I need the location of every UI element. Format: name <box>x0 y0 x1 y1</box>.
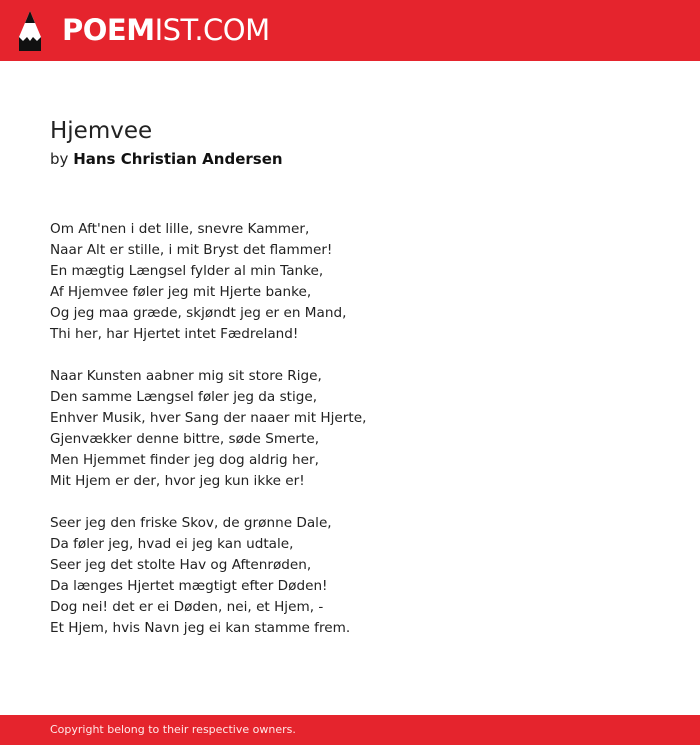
poem-line: Seer jeg det stolte Hav og Aftenrøden, <box>50 557 312 573</box>
poem-line: Da føler jeg, hvad ei jeg kan udtale, <box>50 536 294 552</box>
poem-line: Da længes Hjertet mægtigt efter Døden! <box>50 578 328 594</box>
poem-line: Thi her, har Hjertet intet Fædreland! <box>50 326 299 342</box>
byline <box>50 148 283 170</box>
poem-line: Om Aft'nen i det lille, snevre Kammer, <box>50 221 310 237</box>
poem-line: Et Hjem, hvis Navn jeg ei kan stamme frem. <box>50 620 351 636</box>
pencil-tip-icon[interactable] <box>17 10 43 52</box>
by-label: by <box>50 150 69 168</box>
site-footer <box>0 715 700 745</box>
site-logo[interactable] <box>62 12 270 48</box>
poem-line: Dog nei! det er ei Døden, nei, et Hjem, - <box>50 599 324 615</box>
poem-line: Af Hjemvee føler jeg mit Hjerte banke, <box>50 284 312 300</box>
logo-light-text: IST.COM <box>154 13 270 47</box>
stanza <box>50 366 670 492</box>
poem-line: Naar Alt er stille, i mit Bryst det flammer! <box>50 242 333 258</box>
stanza <box>50 219 670 345</box>
poem-line: Enhver Musik, hver Sang der naaer mit Hjerte, <box>50 410 367 426</box>
author-name: Hans Christian Andersen <box>73 150 283 168</box>
copyright-text: Copyright belong to their respective owners. <box>50 723 296 736</box>
poem-line: Seer jeg den friske Skov, de grønne Dale, <box>50 515 332 531</box>
poem-title: Hjemvee <box>50 118 153 144</box>
poem-line: Og jeg maa græde, skjøndt jeg er en Mand, <box>50 305 347 321</box>
poem-line: Gjenvækker denne bittre, søde Smerte, <box>50 431 320 447</box>
logo-bold-text: POEM <box>62 13 155 47</box>
poem-line: En mægtig Længsel fylder al min Tanke, <box>50 263 324 279</box>
stanza <box>50 513 670 639</box>
poem-line: Den samme Længsel føler jeg da stige, <box>50 389 318 405</box>
poem-line: Men Hjemmet finder jeg dog aldrig her, <box>50 452 319 468</box>
poem-line: Naar Kunsten aabner mig sit store Rige, <box>50 368 322 384</box>
site-header <box>0 0 700 61</box>
poem-body <box>50 219 670 660</box>
poem-line: Mit Hjem er der, hvor jeg kun ikke er! <box>50 473 305 489</box>
